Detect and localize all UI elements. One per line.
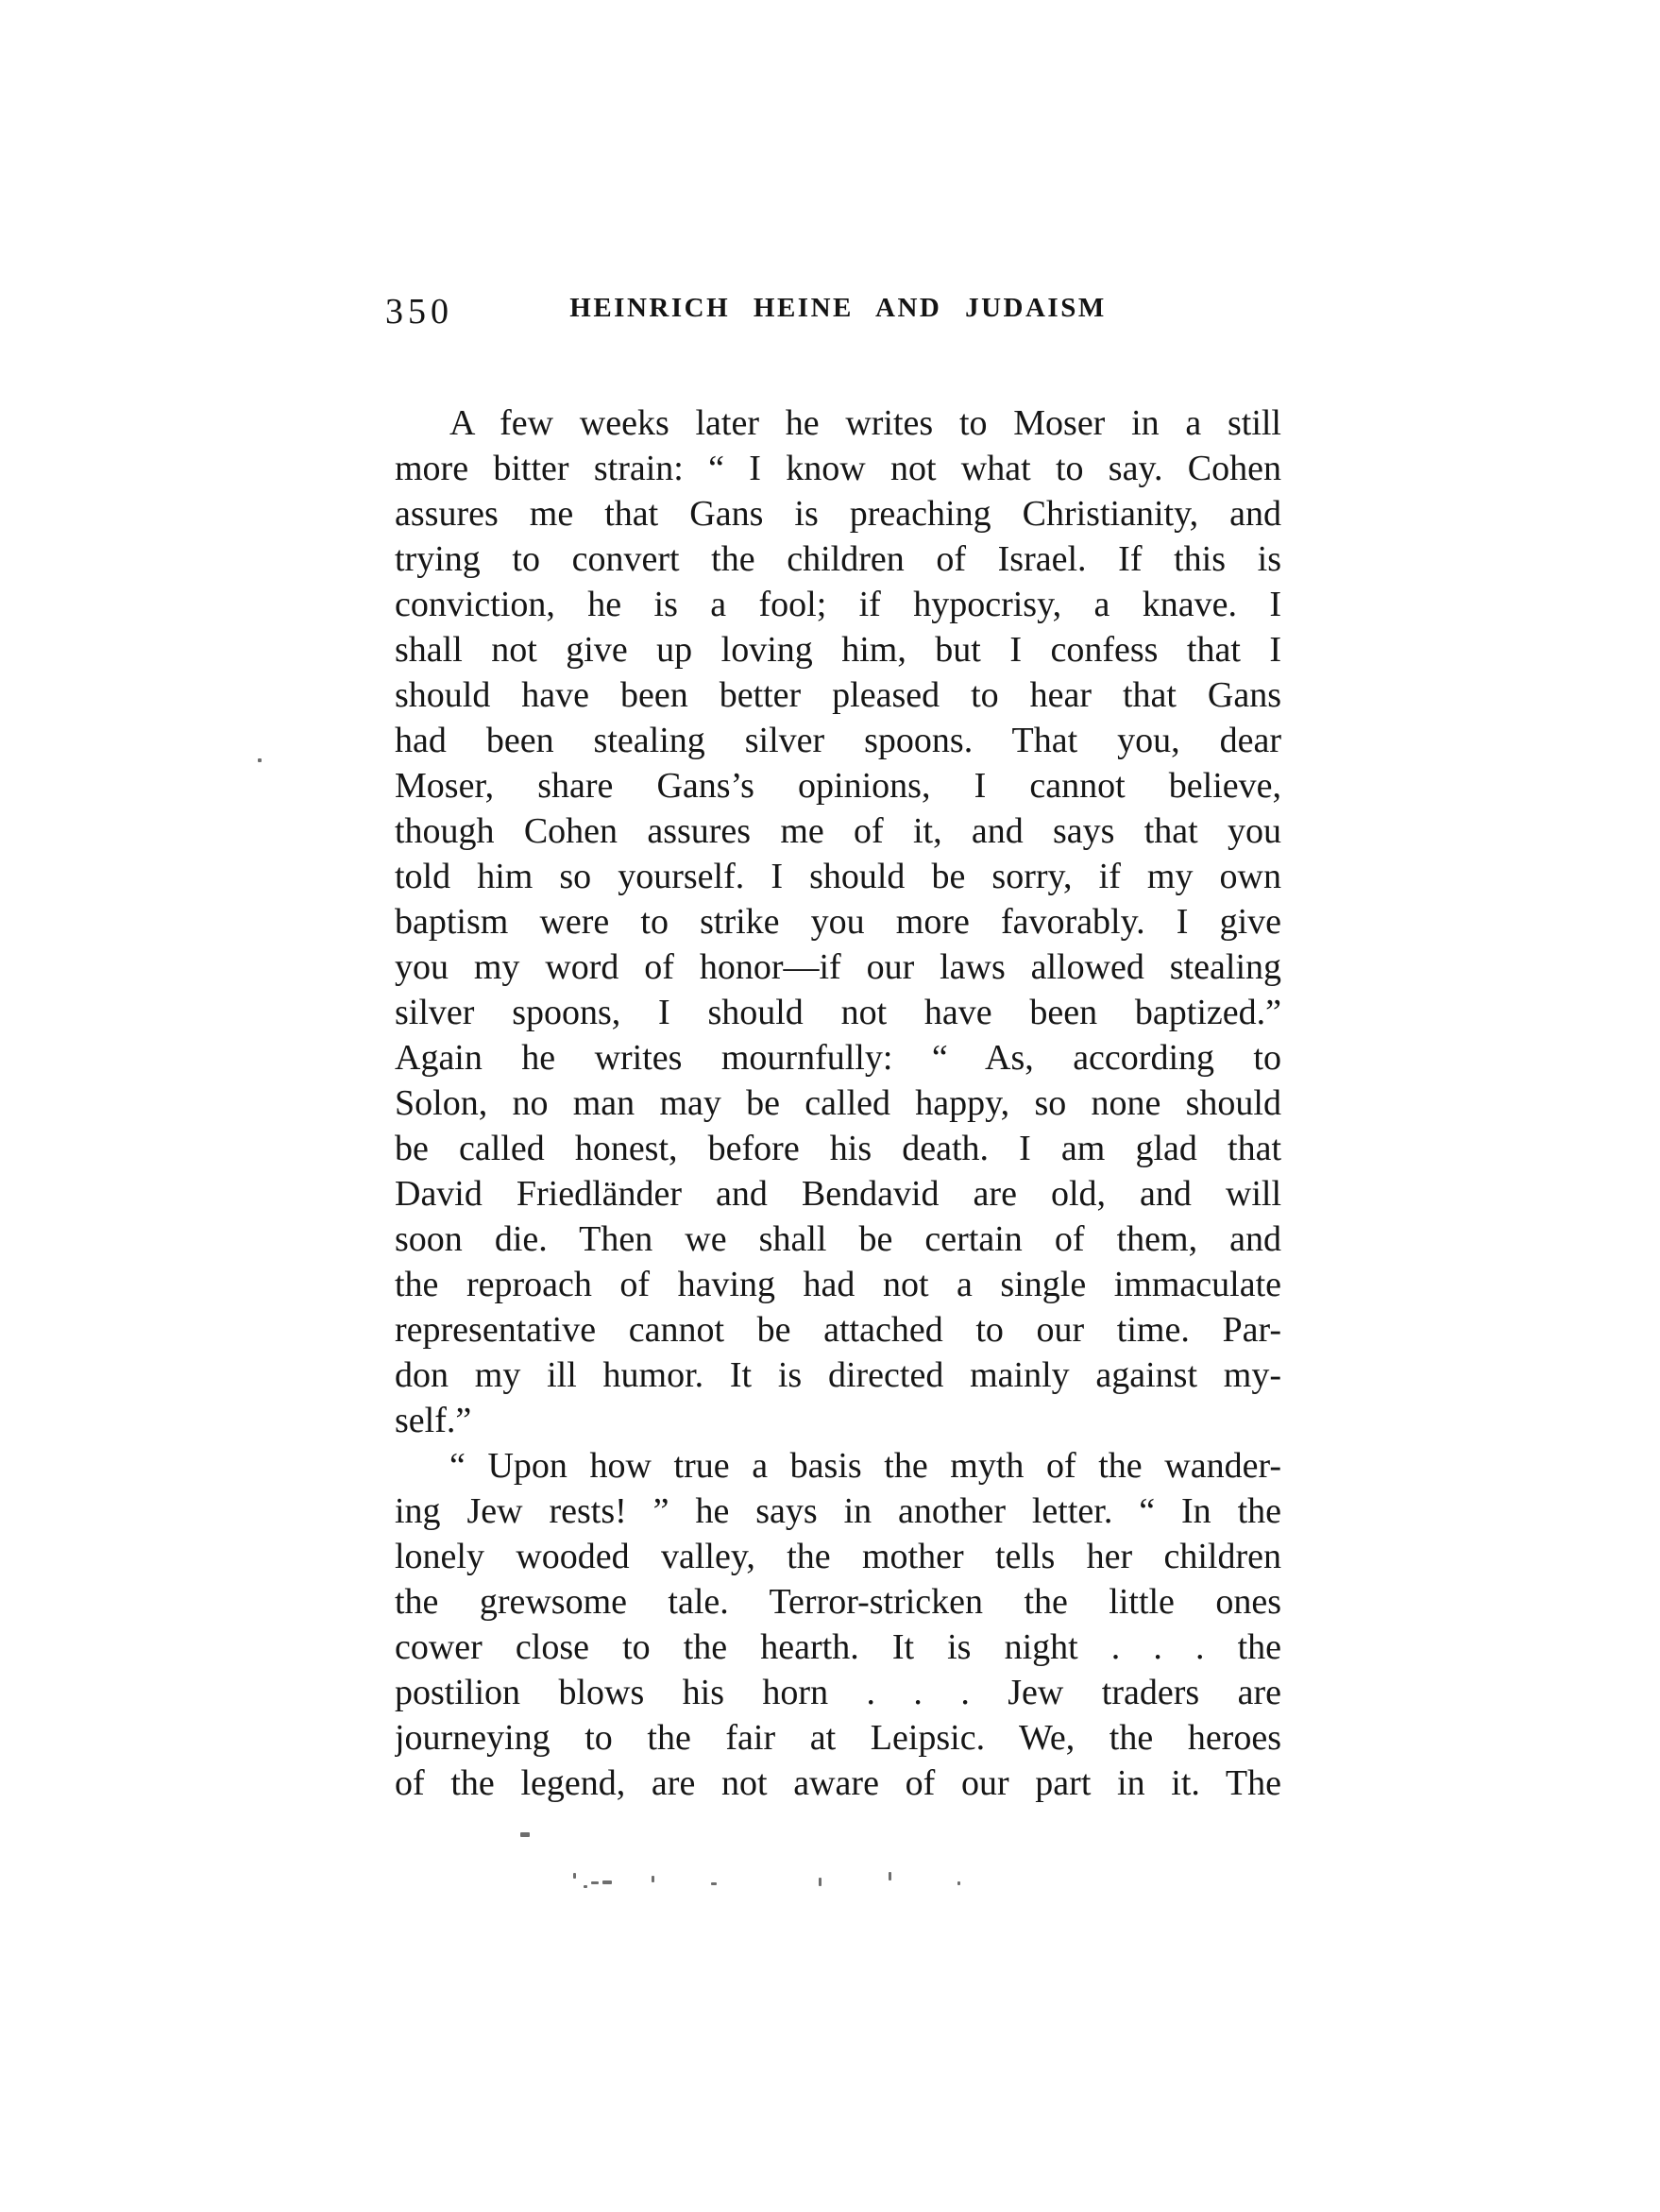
text-line: lonely wooded valley, the mother tells her children — [395, 1537, 1281, 1576]
text-line: “ Upon how true a basis the myth of the wander- — [449, 1446, 1281, 1486]
page-header — [385, 287, 1281, 332]
text-line: should have been better pleased to hear that Gans — [395, 675, 1281, 715]
scan-speckle — [957, 1881, 960, 1885]
text-line: representative cannot be attached to our time. Par- — [395, 1310, 1281, 1350]
running-title: HEINRICH HEINE AND JUDAISM — [569, 293, 1107, 323]
page-number: 350 — [385, 292, 453, 332]
text-line: postilion blows his horn . . . Jew traders are — [395, 1673, 1281, 1712]
scan-speckle — [584, 1885, 587, 1888]
scan-speckle — [520, 1832, 530, 1837]
text-line: more bitter strain: “ I know not what to say. Cohen — [395, 449, 1281, 488]
text-line: you my word of honor—if our laws allowed stealing — [395, 947, 1281, 987]
scan-speckle — [573, 1873, 576, 1879]
text-line: baptism were to strike you more favorably. I give — [395, 902, 1281, 942]
scan-speckle — [591, 1881, 599, 1884]
text-line: ing Jew rests! ” he says in another letter. “ In the — [395, 1491, 1281, 1531]
text-line: shall not give up loving him, but I confess that I — [395, 630, 1281, 670]
scan-speckle — [819, 1878, 822, 1886]
text-line: Solon, no man may be called happy, so none should — [395, 1083, 1281, 1123]
text-line: conviction, he is a fool; if hypocrisy, a knave. I — [395, 585, 1281, 624]
scan-speckle — [652, 1876, 654, 1882]
text-line: Again he writes mournfully: “ As, according to — [395, 1038, 1281, 1078]
text-line: silver spoons, I should not have been baptized.” — [395, 993, 1281, 1032]
text-line: though Cohen assures me of it, and says that you — [395, 811, 1281, 851]
text-line: self.” — [395, 1401, 472, 1440]
text-line: be called honest, before his death. I am glad that — [395, 1129, 1281, 1168]
text-line: trying to convert the children of Israel. If this is — [395, 539, 1281, 579]
text-line: journeying to the fair at Leipsic. We, the heroes — [395, 1718, 1281, 1758]
text-line: assures me that Gans is preaching Christianity, and — [395, 494, 1281, 534]
text-line: of the legend, are not aware of our part in it. The — [395, 1763, 1281, 1803]
text-line: soon die. Then we shall be certain of them, and — [395, 1219, 1281, 1259]
text-line: A few weeks later he writes to Moser in a still — [449, 403, 1281, 443]
scan-speckle — [602, 1880, 612, 1884]
text-line: had been stealing silver spoons. That you, dear — [395, 721, 1281, 760]
scan-speckle — [711, 1882, 717, 1885]
page-body — [395, 400, 1281, 1806]
text-line: David Friedländer and Bendavid are old, and will — [395, 1174, 1281, 1214]
text-line: Moser, share Gans’s opinions, I cannot believe, — [395, 766, 1281, 806]
scan-speckle — [258, 758, 262, 762]
text-line: don my ill humor. It is directed mainly against my- — [395, 1355, 1281, 1395]
text-line: the reproach of having had not a single immaculate — [395, 1265, 1281, 1304]
text-line: cower close to the hearth. It is night . . . the — [395, 1627, 1281, 1667]
scan-speckle — [889, 1872, 891, 1880]
text-line: the grewsome tale. Terror-stricken the little ones — [395, 1582, 1281, 1622]
text-line: told him so yourself. I should be sorry, if my own — [395, 857, 1281, 896]
